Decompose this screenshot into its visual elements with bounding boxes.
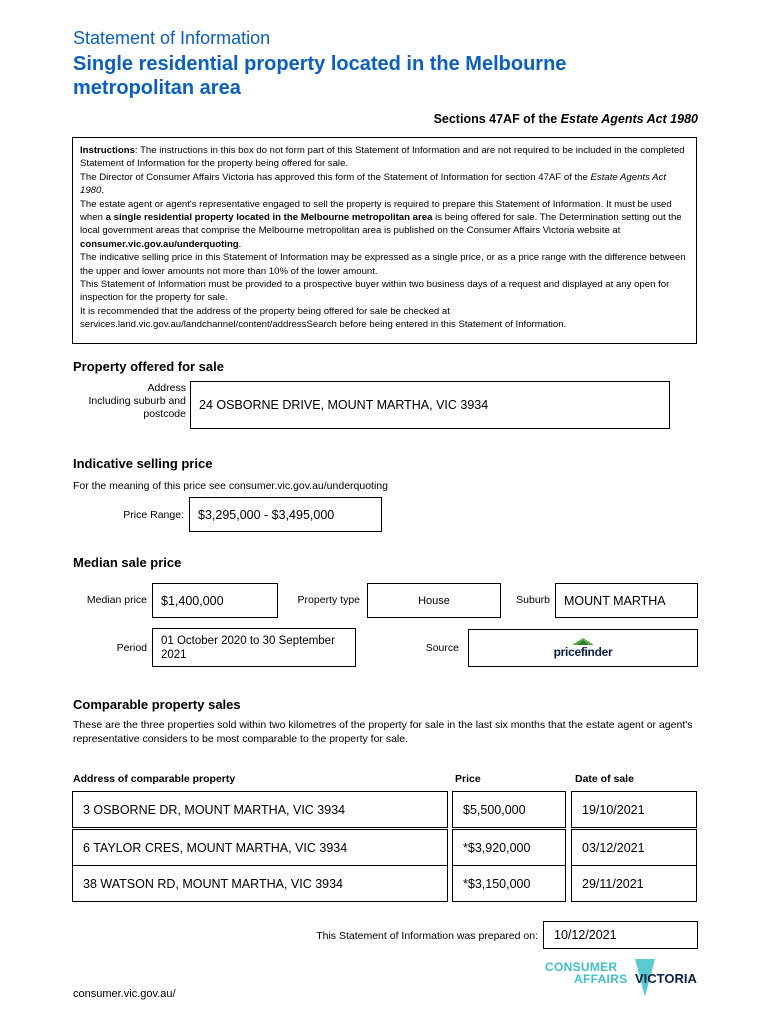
property-heading: Property offered for sale <box>73 359 224 374</box>
price-range-value: $3,295,000 - $3,495,000 <box>198 507 335 522</box>
col-address-header: Address of comparable property <box>73 773 236 785</box>
suburb-label: Suburb <box>516 594 550 606</box>
comparable-address-3[interactable] <box>72 865 448 902</box>
comparable-address-3-value: 38 WATSON RD, MOUNT MARTHA, VIC 3934 <box>83 876 344 891</box>
instructions-label: Instructions <box>80 145 135 156</box>
median-price-label: Median price <box>86 594 147 606</box>
consumer-affairs-victoria-logo <box>543 957 703 1001</box>
median-price-field[interactable] <box>152 583 278 618</box>
comparable-address-1-value: 3 OSBORNE DR, MOUNT MARTHA, VIC 3934 <box>83 802 346 817</box>
property-type-field[interactable] <box>367 583 501 618</box>
indicative-heading: Indicative selling price <box>73 456 213 471</box>
price-range-label: Price Range: <box>123 509 184 521</box>
col-date-header: Date of sale <box>575 773 634 785</box>
comparable-price-1-value: $5,500,000 <box>463 802 526 817</box>
logo-victoria: VICTORIA <box>635 971 697 986</box>
instructions-p6: It is recommended that the address of the property being offered for sale be checked at services.land.vic.gov.au/landchannel/content/addressSearch before being entered in this Statement of Information. <box>80 305 567 331</box>
document-title: Statement of Information <box>73 28 271 48</box>
address-label <box>60 382 186 421</box>
median-heading: Median sale price <box>73 555 182 570</box>
comparable-date-3[interactable] <box>571 865 697 902</box>
prepared-date-field[interactable] <box>543 921 698 949</box>
address-label-line3: postcode <box>143 408 186 420</box>
instructions-p2b: Estate Agents Act 1980 <box>80 171 667 197</box>
address-label-line2: Including suburb and <box>88 395 186 407</box>
indicative-note: For the meaning of this price see consumer.vic.gov.au/underquoting <box>73 480 388 492</box>
comparable-address-2[interactable] <box>72 829 448 866</box>
comparable-address-1[interactable] <box>72 791 448 828</box>
instructions-p3d[interactable]: consumer.vic.gov.au/underquoting <box>80 238 239 250</box>
footer-url[interactable]: consumer.vic.gov.au/ <box>73 988 176 1000</box>
suburb-value: MOUNT MARTHA <box>564 593 666 608</box>
price-range-field[interactable] <box>189 497 382 532</box>
comparable-date-2-value: 03/12/2021 <box>582 840 645 855</box>
comparable-heading: Comparable property sales <box>73 697 241 712</box>
instructions-p3c: is being offered for sale. The Determination setting out the local government areas that comprise the Melbourne metropolitan area is published on the Consumer Affairs Victoria website at <box>80 212 682 237</box>
comparable-address-2-value: 6 TAYLOR CRES, MOUNT MARTHA, VIC 3934 <box>83 840 348 855</box>
instructions-box <box>72 137 697 344</box>
logo-consumer: CONSUMER <box>545 960 618 974</box>
source-field[interactable] <box>468 629 698 667</box>
source-value: pricefinder <box>553 644 613 659</box>
address-label-line1: Address <box>147 382 186 394</box>
prepared-label: This Statement of Information was prepared on: <box>316 930 538 942</box>
suburb-field[interactable] <box>555 583 698 618</box>
comparable-date-1-value: 19/10/2021 <box>582 802 645 817</box>
comparable-price-3-value: *$3,150,000 <box>463 876 531 891</box>
property-type-label: Property type <box>297 594 360 606</box>
comparable-price-1[interactable] <box>452 791 566 828</box>
comparable-price-2-value: *$3,920,000 <box>463 840 531 855</box>
sections-prefix: Sections 47AF of the <box>433 112 561 126</box>
comparable-date-1[interactable] <box>571 791 697 828</box>
address-field[interactable] <box>190 381 670 429</box>
instructions-p2c: . <box>101 185 105 197</box>
period-field[interactable] <box>152 628 356 667</box>
instructions-p3b: a single residential property located in the Melbourne metropolitan area <box>105 212 433 224</box>
comparable-price-3[interactable] <box>452 865 566 902</box>
period-label: Period <box>116 642 147 654</box>
prepared-date-value: 10/12/2021 <box>554 928 617 942</box>
period-value: 01 October 2020 to 30 September 2021 <box>161 634 335 661</box>
instructions-p5: This Statement of Information must be provided to a prospective buyer within two business days of a request and displayed at any open for inspection for the property for sale. <box>80 279 670 304</box>
median-price-value: $1,400,000 <box>161 593 224 608</box>
instructions-p3a: The estate agent or agent's representative engaged to sell the property is required to prepare this Statement of Information. It must be used when <box>80 198 672 224</box>
instructions-p1: : The instructions in this box do not form part of this Statement of Information and are not required to be included in the completed Statement of Information for the property being offered for sale. <box>80 145 685 170</box>
instructions-p4: The indicative selling price in this Statement of Information may be expressed as a single price, or as a price range with the difference between the upper and lower amounts not more than 10% of the lower amount. <box>80 252 686 277</box>
sections-reference <box>434 112 698 126</box>
source-label: Source <box>425 642 459 654</box>
pricefinder-mark-icon <box>572 638 594 645</box>
logo-affairs: AFFAIRS <box>574 972 628 986</box>
address-value: 24 OSBORNE DRIVE, MOUNT MARTHA, VIC 3934 <box>199 398 489 412</box>
col-price-header: Price <box>455 773 481 785</box>
comparable-date-3-value: 29/11/2021 <box>582 876 644 891</box>
pricefinder-logo <box>554 638 613 659</box>
comparable-price-2[interactable] <box>452 829 566 866</box>
instructions-p2a: The Director of Consumer Affairs Victoria has approved this form of the Statement of Information for section 47AF of the <box>80 171 591 183</box>
comparable-date-2[interactable] <box>571 829 697 866</box>
property-type-value: House <box>418 594 450 607</box>
instructions-p3e: . <box>238 238 242 250</box>
sections-act: Estate Agents Act 1980 <box>560 112 698 126</box>
comparable-intro: These are the three properties sold within two kilometres of the property for sale in the last six months that the estate agent or agent's representative considers to be most comparable to the property for sale. <box>73 719 693 745</box>
main-title: Single residential property located in the Melbourne metropolitan area <box>73 53 567 99</box>
